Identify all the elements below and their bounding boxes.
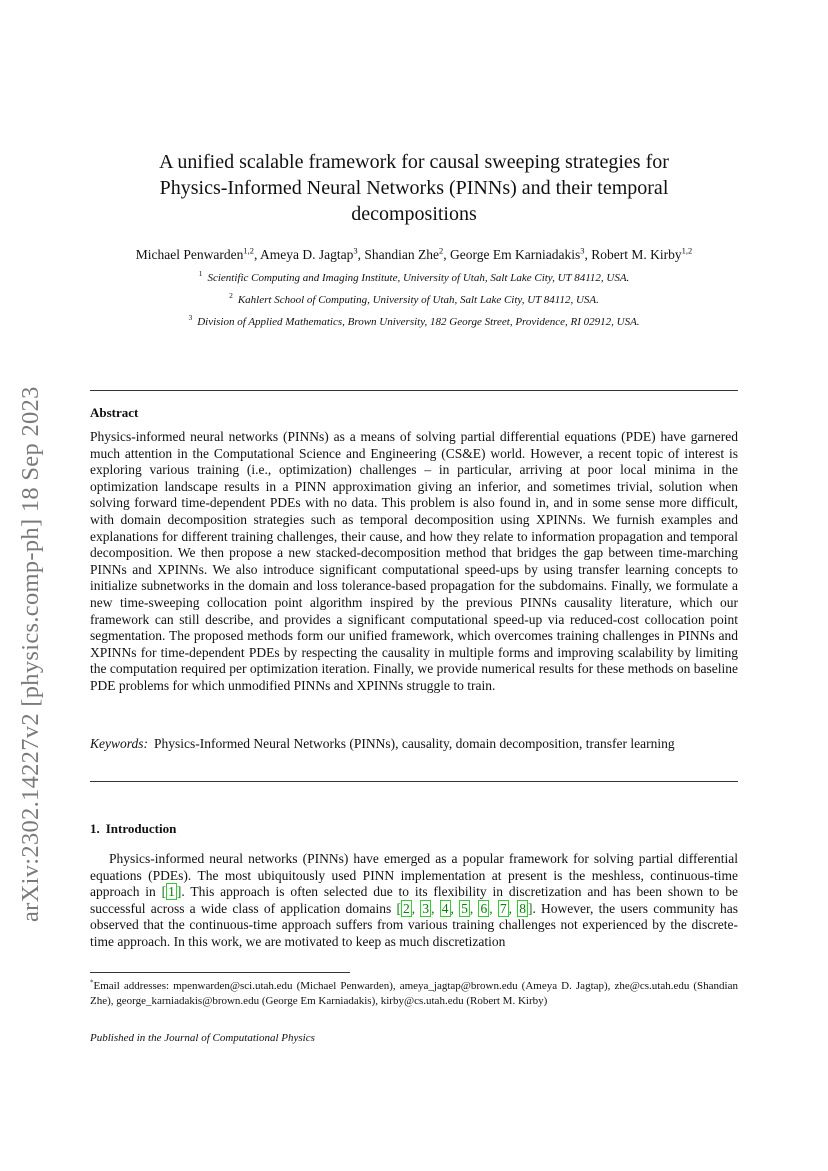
- abstract-bottom-rule: [90, 781, 738, 782]
- author-name: Robert M. Kirby: [591, 247, 682, 262]
- affiliation-number: 2: [229, 291, 233, 301]
- citation-group: [ 2 , 3 , 4 , 5 , 6 , 7 , 8 ]: [396, 900, 533, 916]
- author-affiliation-mark: 1,2: [681, 245, 693, 256]
- affiliation-number: 3: [188, 313, 193, 323]
- intro-text: . However, the users community has observed that the continuous-time approach suffers from various training challenges not experienced by the discrete-time approach. In this work, we are motivated to keep as much discretization: [90, 900, 739, 949]
- section-number: 1.: [90, 821, 100, 836]
- affiliation: [60, 293, 768, 307]
- keywords-text: Physics-Informed Neural Networks (PINNs), causality, domain decomposition, transfer learning: [154, 736, 675, 751]
- arxiv-identifier-stamp: arXiv:2302.14227v2 [physics.comp-ph] 18 Sep 2023: [17, 386, 44, 922]
- author-affiliation-mark: 3: [353, 245, 358, 256]
- citation-number[interactable]: 8: [519, 900, 526, 916]
- citation-number[interactable]: 5: [461, 900, 468, 916]
- author-list: Michael Penwarden$^{1,2}$, Ameya D. Jagtap$^3$, Shandian Zhe$^2$, George Em Karniadakis$^3$, Robert M. Kirby$^{1,2}$: [135, 245, 693, 262]
- citation-number[interactable]: 2: [403, 900, 410, 916]
- citation-number[interactable]: 7: [499, 900, 507, 916]
- author-name: George Em Karniadakis: [449, 247, 581, 262]
- author-name: Michael Penwarden: [135, 247, 244, 262]
- publication-note: Published in the Journal of Computational Physics: [90, 1032, 315, 1044]
- affiliation-text: Kahlert School of Computing, University of Utah, Salt Lake City, UT 84112, USA.: [237, 294, 599, 306]
- author-name: Shandian Zhe: [364, 247, 439, 262]
- introduction-paragraph: [90, 851, 738, 951]
- abstract-top-rule: [90, 390, 738, 391]
- abstract-body: Physics-informed neural networks (PINNs) as a means of solving partial differential equations (PDE) have garnered much attention in the Computational Science and Engineering (CS&E) world. However, a recent topic of interest is exploring various training (i.e., optimization) challenges – in particular, arriving at poor local minima in the optimization landscape results in a PINN approximation giving an inferior, and sometimes trivial, solution when solving forward time-dependent PDEs with no data. This problem is also found in, and in some sense more difficult, with domain decomposition strategies such as temporal decomposition using XPINNs. We furnish examples and explanations for different training challenges, their cause, and how they relate to information propagation and temporal decomposition. We then propose a new stacked-decomposition method that bridges the gap between time-marching PINNs and XPINNs. We also introduce significant computational speed-ups by using transfer learning concepts to initialize subnetworks in the domain and loss tolerance-based propagation for the subdomains. Finally, we formulate a new time-sweeping collocation point algorithm inspired by the previous PINNs causality literature, which our framework can still describe, and provides a significant computational speed-up via reduced-cost collocation point segmentation. The proposed methods form our unified framework, which overcomes training challenges in PINNs and XPINNs for time-dependent PDEs by respecting the causality in multiple forms and improving scalability by limiting the computation required per optimization iteration. Finally, we provide numerical results for these methods on baseline PDE problems for which unmodified PINNs and XPINNs struggle to train.: [90, 429, 738, 693]
- citation-link[interactable]: [ 1 ]: [161, 884, 182, 900]
- affiliation-text: Division of Applied Mathematics, Brown University, 182 George Street, Providence, RI 02912, USA.: [197, 316, 640, 328]
- author-affiliation-mark: 3: [580, 245, 585, 256]
- intro-text: . This approach is often selected due to its flexibility in discretization and has been shown to be successful across a wide class of application domains: [90, 884, 738, 916]
- footnote-email-addresses: [90, 979, 738, 1008]
- section-title: Introduction: [105, 821, 177, 836]
- citation-number[interactable]: 4: [441, 900, 449, 916]
- keywords: [90, 736, 738, 753]
- citation-number[interactable]: 6: [480, 900, 488, 916]
- footnote-rule: [90, 972, 350, 973]
- author-name: Ameya D. Jagtap: [260, 247, 354, 262]
- citation-number[interactable]: 3: [422, 900, 430, 916]
- affiliation: [60, 271, 768, 285]
- section-heading-introduction: [90, 821, 176, 837]
- affiliation-number: 1: [198, 269, 203, 279]
- footnote-mark: *: [90, 978, 94, 987]
- author-affiliation-mark: 1,2: [243, 245, 254, 256]
- intro-text: Physics-informed neural networks (PINNs) have emerged as a popular framework for solving partial differential equations (PDEs). The most ubiquitously used PINN implementation at present is the meshless, continuous-time approach in: [90, 851, 738, 900]
- footnote-text: Email addresses: mpenwarden@sci.utah.edu (Michael Penwarden), ameya_jagtap@brown.edu (Ameya D. Jagtap), zhe@cs.utah.edu (Shandian Zhe), george_karniadakis@brown.edu (George Em Karniadakis), kirby@cs.utah.edu (Robert M. Kirby): [90, 980, 738, 1007]
- title-line: decompositions: [351, 203, 477, 225]
- abstract-heading: Abstract: [90, 405, 139, 420]
- title-line: A unified scalable framework for causal sweeping strategies for: [159, 151, 669, 173]
- affiliation: [60, 315, 768, 329]
- paper-title: [90, 149, 738, 227]
- keywords-label: Keywords:: [90, 736, 148, 751]
- title-line: Physics-Informed Neural Networks (PINNs) and their temporal: [159, 177, 669, 199]
- author-affiliation-mark: 2: [438, 245, 444, 256]
- citation-number[interactable]: 1: [168, 884, 175, 900]
- affiliation-text: Scientific Computing and Imaging Institute, University of Utah, Salt Lake City, UT 84112, USA.: [207, 272, 630, 284]
